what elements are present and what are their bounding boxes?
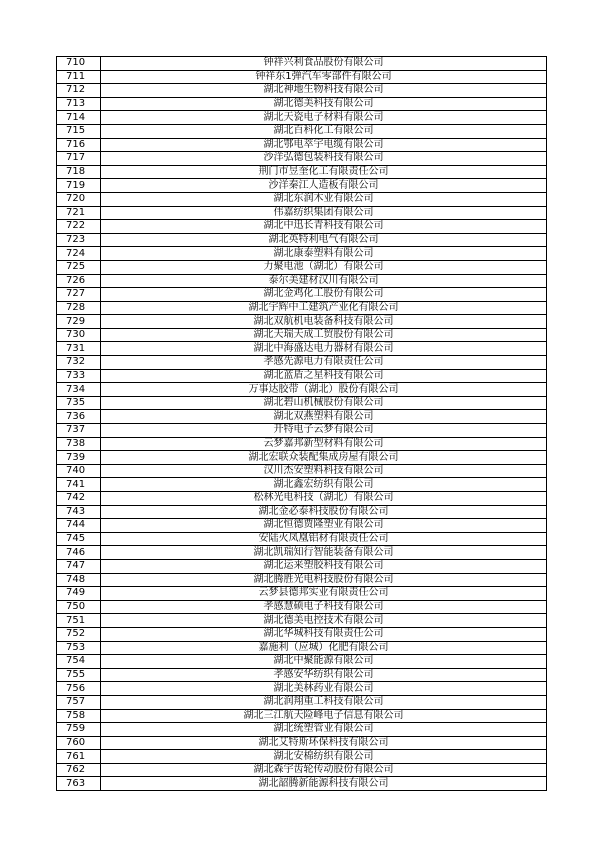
table-row	[57, 519, 547, 533]
table-row	[57, 220, 547, 234]
company-name-cell: 万事达胶带（湖北）股份有限公司	[101, 383, 547, 397]
company-name-cell: 湖北森宇齿轮传动股份有限公司	[101, 763, 547, 777]
company-name-cell: 湖北宏联众装配集成房屋有限公司	[101, 451, 547, 465]
table-row	[57, 260, 547, 274]
company-name-cell: 湖北德美科技有限公司	[101, 97, 547, 111]
table-row	[57, 723, 547, 737]
table-row	[57, 614, 547, 628]
company-name-cell: 安陆火凤凰铝材有限责任公司	[101, 532, 547, 546]
company-name-cell: 力聚电池（湖北）有限公司	[101, 260, 547, 274]
table-row	[57, 124, 547, 138]
company-name-cell: 开特电子云梦有限公司	[101, 424, 547, 438]
table-row	[57, 641, 547, 655]
company-name-cell: 荆门市昱奎化工有限责任公司	[101, 165, 547, 179]
table-row	[57, 301, 547, 315]
row-number-cell: 725	[57, 260, 101, 274]
table-row	[57, 492, 547, 506]
row-number-cell: 748	[57, 573, 101, 587]
company-name-cell: 湖北东润木业有限公司	[101, 192, 547, 206]
row-number-cell: 749	[57, 587, 101, 601]
company-name-cell: 湖北中聚能源有限公司	[101, 655, 547, 669]
row-number-cell: 739	[57, 451, 101, 465]
company-name-cell: 湖北德美电控技术有限公司	[101, 614, 547, 628]
row-number-cell: 759	[57, 723, 101, 737]
company-name-cell: 湖北康泰塑料有限公司	[101, 247, 547, 261]
table-row	[57, 247, 547, 261]
company-name-cell: 沙洋秦江人造板有限公司	[101, 179, 547, 193]
company-name-cell: 湖北英特利电气有限公司	[101, 233, 547, 247]
row-number-cell: 752	[57, 627, 101, 641]
company-name-cell: 湖北中海盛达电力器材有限公司	[101, 342, 547, 356]
row-number-cell: 733	[57, 369, 101, 383]
table-row	[57, 342, 547, 356]
table-row	[57, 695, 547, 709]
company-name-cell: 孝感先源电力有限责任公司	[101, 356, 547, 370]
table-row	[57, 559, 547, 573]
company-name-cell: 湖北金鸡化工股份有限公司	[101, 288, 547, 302]
company-name-cell: 湖北运来塑胶科技有限公司	[101, 559, 547, 573]
row-number-cell: 755	[57, 668, 101, 682]
row-number-cell: 712	[57, 84, 101, 98]
company-name-cell: 湖北鄂电萃宇电缆有限公司	[101, 138, 547, 152]
row-number-cell: 726	[57, 274, 101, 288]
row-number-cell: 751	[57, 614, 101, 628]
company-name-cell: 湖北艾特斯环保科技有限公司	[101, 736, 547, 750]
row-number-cell: 714	[57, 111, 101, 125]
row-number-cell: 756	[57, 682, 101, 696]
company-name-cell: 钟祥兴利食品股份有限公司	[101, 57, 547, 71]
company-name-cell: 湖北美林药业有限公司	[101, 682, 547, 696]
company-name-cell: 湖北宇辉中工建筑产业化有限公司	[101, 301, 547, 315]
company-name-cell: 湖北韶腾新能源科技有限公司	[101, 777, 547, 791]
table-row	[57, 315, 547, 329]
table-row	[57, 600, 547, 614]
table-row	[57, 138, 547, 152]
row-number-cell: 724	[57, 247, 101, 261]
table-row	[57, 396, 547, 410]
table-row	[57, 57, 547, 71]
table-row	[57, 424, 547, 438]
company-name-cell: 云梦嘉邦新型材料有限公司	[101, 437, 547, 451]
company-name-cell: 伟嘉纺织集团有限公司	[101, 206, 547, 220]
row-number-cell: 723	[57, 233, 101, 247]
table-row	[57, 97, 547, 111]
row-number-cell: 738	[57, 437, 101, 451]
table-row	[57, 709, 547, 723]
table-row	[57, 328, 547, 342]
row-number-cell: 744	[57, 519, 101, 533]
row-number-cell: 721	[57, 206, 101, 220]
row-number-cell: 734	[57, 383, 101, 397]
company-name-cell: 汉川杰安塑料科技有限公司	[101, 464, 547, 478]
row-number-cell: 720	[57, 192, 101, 206]
row-number-cell: 716	[57, 138, 101, 152]
table-row	[57, 587, 547, 601]
company-name-cell: 湖北华城科技有限责任公司	[101, 627, 547, 641]
table-row	[57, 763, 547, 777]
company-name-cell: 湖北腾胜光电科技股份有限公司	[101, 573, 547, 587]
table-row	[57, 383, 547, 397]
row-number-cell: 737	[57, 424, 101, 438]
table-row	[57, 655, 547, 669]
company-list-table	[56, 56, 547, 791]
row-number-cell: 715	[57, 124, 101, 138]
table-row	[57, 464, 547, 478]
table-row	[57, 478, 547, 492]
table-row	[57, 682, 547, 696]
row-number-cell: 713	[57, 97, 101, 111]
company-name-cell: 湖北天瑞天成工贸股份有限公司	[101, 328, 547, 342]
table-row	[57, 288, 547, 302]
company-name-cell: 湖北统塑管业有限公司	[101, 723, 547, 737]
table-row	[57, 627, 547, 641]
table-row	[57, 152, 547, 166]
company-name-cell: 嘉施利（应城）化肥有限公司	[101, 641, 547, 655]
company-name-cell: 湖北润翔重工科技有限公司	[101, 695, 547, 709]
row-number-cell: 719	[57, 179, 101, 193]
table-row	[57, 274, 547, 288]
table-row	[57, 206, 547, 220]
table-row	[57, 70, 547, 84]
table-row	[57, 84, 547, 98]
company-name-cell: 湖北金必泰科技股份有限公司	[101, 505, 547, 519]
table-row	[57, 410, 547, 424]
row-number-cell: 711	[57, 70, 101, 84]
company-name-cell: 湖北神地生物科技有限公司	[101, 84, 547, 98]
table-row	[57, 750, 547, 764]
table-row	[57, 532, 547, 546]
company-name-cell: 湖北百科化工有限公司	[101, 124, 547, 138]
company-name-cell: 泰尔美建材汉川有限公司	[101, 274, 547, 288]
company-name-cell: 孝感安华纺织有限公司	[101, 668, 547, 682]
row-number-cell: 728	[57, 301, 101, 315]
row-number-cell: 717	[57, 152, 101, 166]
table-row	[57, 437, 547, 451]
table-row	[57, 546, 547, 560]
company-name-cell: 湖北安棉纺织有限公司	[101, 750, 547, 764]
row-number-cell: 735	[57, 396, 101, 410]
row-number-cell: 731	[57, 342, 101, 356]
row-number-cell: 757	[57, 695, 101, 709]
row-number-cell: 754	[57, 655, 101, 669]
row-number-cell: 722	[57, 220, 101, 234]
table-row	[57, 573, 547, 587]
row-number-cell: 762	[57, 763, 101, 777]
company-name-cell: 湖北双航机电装备科技有限公司	[101, 315, 547, 329]
company-name-cell: 湖北天瓷电子材料有限公司	[101, 111, 547, 125]
company-name-cell: 湖北三江航天险峰电子信息有限公司	[101, 709, 547, 723]
row-number-cell: 742	[57, 492, 101, 506]
table-row	[57, 165, 547, 179]
company-name-cell: 湖北鑫宏纺织有限公司	[101, 478, 547, 492]
row-number-cell: 750	[57, 600, 101, 614]
row-number-cell: 732	[57, 356, 101, 370]
row-number-cell: 729	[57, 315, 101, 329]
company-name-cell: 沙洋弘德包装科技有限公司	[101, 152, 547, 166]
company-name-cell: 湖北凯瑞知行智能装备有限公司	[101, 546, 547, 560]
row-number-cell: 743	[57, 505, 101, 519]
table-row	[57, 111, 547, 125]
row-number-cell: 747	[57, 559, 101, 573]
row-number-cell: 718	[57, 165, 101, 179]
row-number-cell: 760	[57, 736, 101, 750]
row-number-cell: 740	[57, 464, 101, 478]
row-number-cell: 745	[57, 532, 101, 546]
company-name-cell: 湖北双燕塑料有限公司	[101, 410, 547, 424]
row-number-cell: 758	[57, 709, 101, 723]
row-number-cell: 746	[57, 546, 101, 560]
table-row	[57, 233, 547, 247]
table-body	[57, 57, 547, 791]
table-row	[57, 668, 547, 682]
table-row	[57, 505, 547, 519]
row-number-cell: 753	[57, 641, 101, 655]
row-number-cell: 710	[57, 57, 101, 71]
company-name-cell: 湖北蓝盾之星科技有限公司	[101, 369, 547, 383]
company-name-cell: 云梦县德邦实业有限责任公司	[101, 587, 547, 601]
table-row	[57, 736, 547, 750]
table-row	[57, 369, 547, 383]
table-row	[57, 777, 547, 791]
company-name-cell: 钟祥东1弹汽车零部件有限公司	[101, 70, 547, 84]
table-row	[57, 192, 547, 206]
row-number-cell: 763	[57, 777, 101, 791]
company-name-cell: 湖北中迅长青科技有限公司	[101, 220, 547, 234]
row-number-cell: 741	[57, 478, 101, 492]
company-name-cell: 松林光电科技（湖北）有限公司	[101, 492, 547, 506]
row-number-cell: 730	[57, 328, 101, 342]
row-number-cell: 736	[57, 410, 101, 424]
table-row	[57, 356, 547, 370]
table-row	[57, 451, 547, 465]
row-number-cell: 727	[57, 288, 101, 302]
row-number-cell: 761	[57, 750, 101, 764]
table-row	[57, 179, 547, 193]
company-name-cell: 孝感慧硕电子科技有限公司	[101, 600, 547, 614]
company-name-cell: 湖北碧山机械股份有限公司	[101, 396, 547, 410]
company-name-cell: 湖北恒德贾隆塑业有限公司	[101, 519, 547, 533]
